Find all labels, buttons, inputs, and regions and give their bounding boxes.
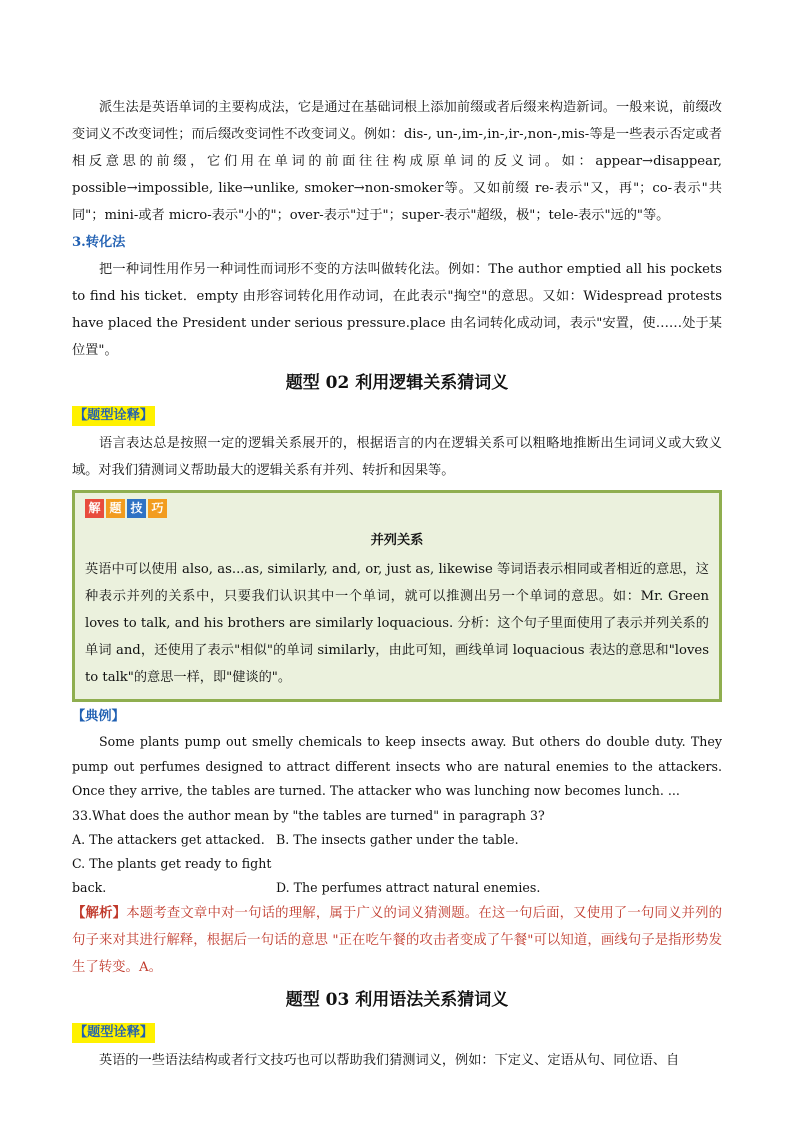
options-row-2: [72, 852, 722, 900]
example-label: 【典例】: [72, 709, 125, 724]
section-03-title: 题型 03 利用语法关系猜词义: [285, 989, 509, 1010]
analysis-paragraph: [72, 900, 722, 981]
tips-subtitle: 并列关系: [370, 533, 424, 548]
tips-badge-1: 解: [85, 499, 104, 518]
tips-box: [72, 490, 722, 702]
tips-badges: [85, 499, 709, 518]
section-03-tag: 【题型诠释】: [72, 1023, 155, 1043]
example-question: 33.What does the author mean by "the tables are turned" in paragraph 3?: [72, 807, 545, 823]
section-02-paragraph: 语言表达总是按照一定的逻辑关系展开的，根据语言的内在逻辑关系可以粗略地推断出生词词义或大致义域。对我们猜测词义帮助最大的逻辑关系有并列、转折和因果等。: [72, 436, 722, 478]
conversion-heading: 3.转化法: [72, 235, 126, 250]
page-content: [72, 94, 722, 1074]
option-c: C. The plants get ready to fight back.: [72, 855, 272, 895]
example-passage: Some plants pump out smelly chemicals to keep insects away. But others do double duty. They pump out perfumes designed to attract different insects who are natural enemies to the attackers. Once they arrive, the tables are turned. The attacker who was lunching now becomes lunch. ...: [72, 734, 722, 798]
section-02-title: 题型 02 利用逻辑关系猜词义: [285, 373, 509, 393]
section-03-paragraph: 英语的一些语法结构或者行文技巧也可以帮助我们猜测词义，例如：下定义、定语从句、同位语、自: [99, 1052, 680, 1068]
tips-text: 英语中可以使用 also, as...as, similarly, and, or, just as, likewise 等词语表示相同或者相近的意思，这种表示并列的关系中，只要我们认识其中一个单词，就可以推测出另一个单词的意思。如：Mr. Green loves to talk, and his brothers are similarly loquacious. 分析：这个句子里面使用了表示并列关系的单词 and，还使用了表示"相似"的单词 similarly，由此可知，画线单词 loquacious 表达的意思和"loves to talk"的意思一样，即"健谈的"。: [85, 562, 709, 685]
section-02-tag: 【题型诠释】: [72, 406, 155, 426]
option-a: A. The attackers get attacked.: [72, 831, 265, 847]
section-02-tag-line: [72, 404, 722, 428]
tips-badge-4: 巧: [148, 499, 167, 518]
tips-badge-2: 题: [106, 499, 125, 518]
analysis-label: 【解析】: [72, 904, 127, 921]
tips-badge-3: 技: [127, 499, 146, 518]
options-row-1: [72, 828, 722, 852]
option-d: D. The perfumes attract natural enemies.: [276, 879, 541, 895]
section-03-tag-line: [72, 1021, 722, 1045]
option-b: B. The insects gather under the table.: [276, 831, 519, 847]
analysis-text: 本题考查文章中对一句话的理解，属于广义的词义猜测题。在这一句后面，又使用了一句同义并列的句子来对其进行解释，根据后一句话的意思 "正在吃午餐的攻击者变成了午餐"可以知道，画线句子是指形势发生了转变。A。: [72, 905, 723, 975]
derivation-paragraph: 派生法是英语单词的主要构成法，它是通过在基础词根上添加前缀或者后缀来构造新词。一般来说，前缀改变词义不改变词性；而后缀改变词性不改变词义。例如：dis-, un-,im-,in-,ir-,non-,mis-等是一些表示否定或者相反意思的前缀，它们用在单词的前面往往构成原单词的反义词。如：appear→disappear, possible→impossible, like→unlike, smoker→non-smoker等。又如前缀 re-表示"又，再"；co-表示"共同"；mini-或者 micro-表示"小的"；over-表示"过于"；super-表示"超级，极"；tele-表示"远的"等。: [72, 100, 722, 223]
conversion-paragraph: 把一种词性用作另一种词性而词形不变的方法叫做转化法。例如：The author emptied all his pockets to find his ticket．empty 由形容词转化用作动词，在此表示"掏空"的意思。又如：Widespread protests have placed the President under serious pressure.place 由名词转化成动词，表示"安置，使……处于某位置"。: [72, 262, 722, 358]
